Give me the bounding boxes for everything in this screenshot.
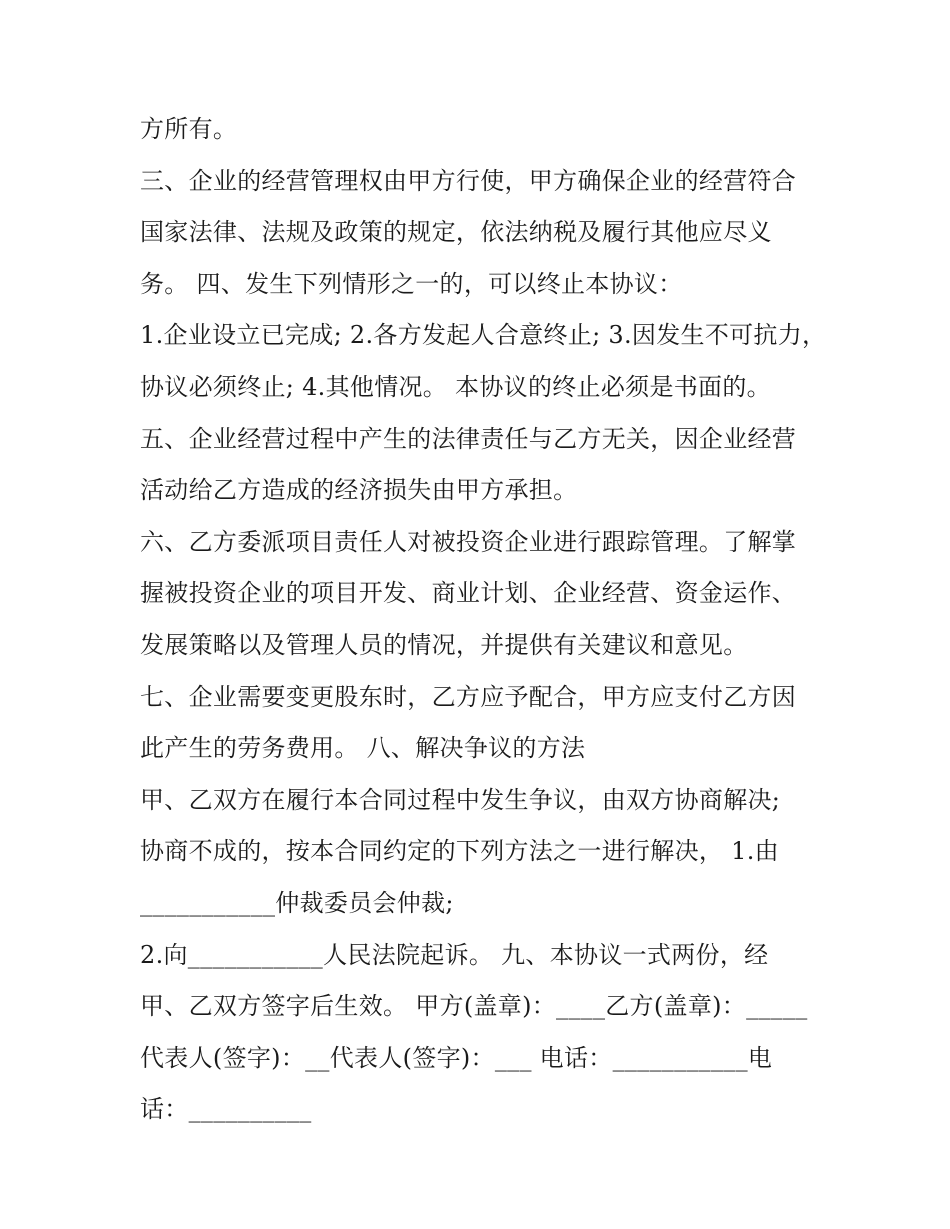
text-line: 协商不成的，按本合同约定的下列方法之一进行解决， 1.由 <box>140 837 779 866</box>
text-line: 务。 四、发生下列情形之一的，可以终止本协议： <box>140 269 683 298</box>
text-line: 六、乙方委派项目责任人对被投资企业进行跟踪管理。了解掌 <box>140 527 797 556</box>
text-line: 国家法律、法规及政策的规定，依法纳税及履行其他应尽义 <box>140 218 772 247</box>
text-line: 协议必须终止; 4.其他情况。 本协议的终止必须是书面的。 <box>140 372 771 401</box>
text-line: 活动给乙方造成的经济损失由甲方承担。 <box>140 476 578 505</box>
text-line: 2.向___________人民法院起诉。 九、本协议一式两份，经 <box>140 940 769 969</box>
document-body <box>140 104 827 1136</box>
text-line: 甲、乙双方在履行本合同过程中发生争议，由双方协商解决; <box>140 785 781 814</box>
text-line: 三、企业的经营管理权由甲方行使，甲方确保企业的经营符合 <box>140 166 797 195</box>
text-line: 发展策略以及管理人员的情况，并提供有关建议和意见。 <box>140 630 748 659</box>
text-line: 五、企业经营过程中产生的法律责任与乙方无关，因企业经营 <box>140 424 797 453</box>
text-line: 此产生的劳务费用。 八、解决争议的方法 <box>140 734 586 763</box>
text-line: 七、企业需要变更股东时，乙方应予配合，甲方应支付乙方因 <box>140 682 797 711</box>
text-line: 甲、乙双方签字后生效。 甲方(盖章)：____乙方(盖章)：_____ <box>140 992 808 1021</box>
text-line: 方所有。 <box>140 115 238 143</box>
text-line: ___________仲裁委员会仲裁; <box>140 888 454 917</box>
text-line: 1.企业设立已完成; 2.各方发起人合意终止; 3.因发生不可抗力， <box>140 321 827 350</box>
text-line: 话：__________ <box>140 1095 312 1124</box>
text-line: 代表人(签字)：__代表人(签字)：___ 电话：___________电 <box>140 1043 773 1072</box>
text-line: 握被投资企业的项目开发、商业计划、企业经营、资金运作、 <box>140 579 797 608</box>
